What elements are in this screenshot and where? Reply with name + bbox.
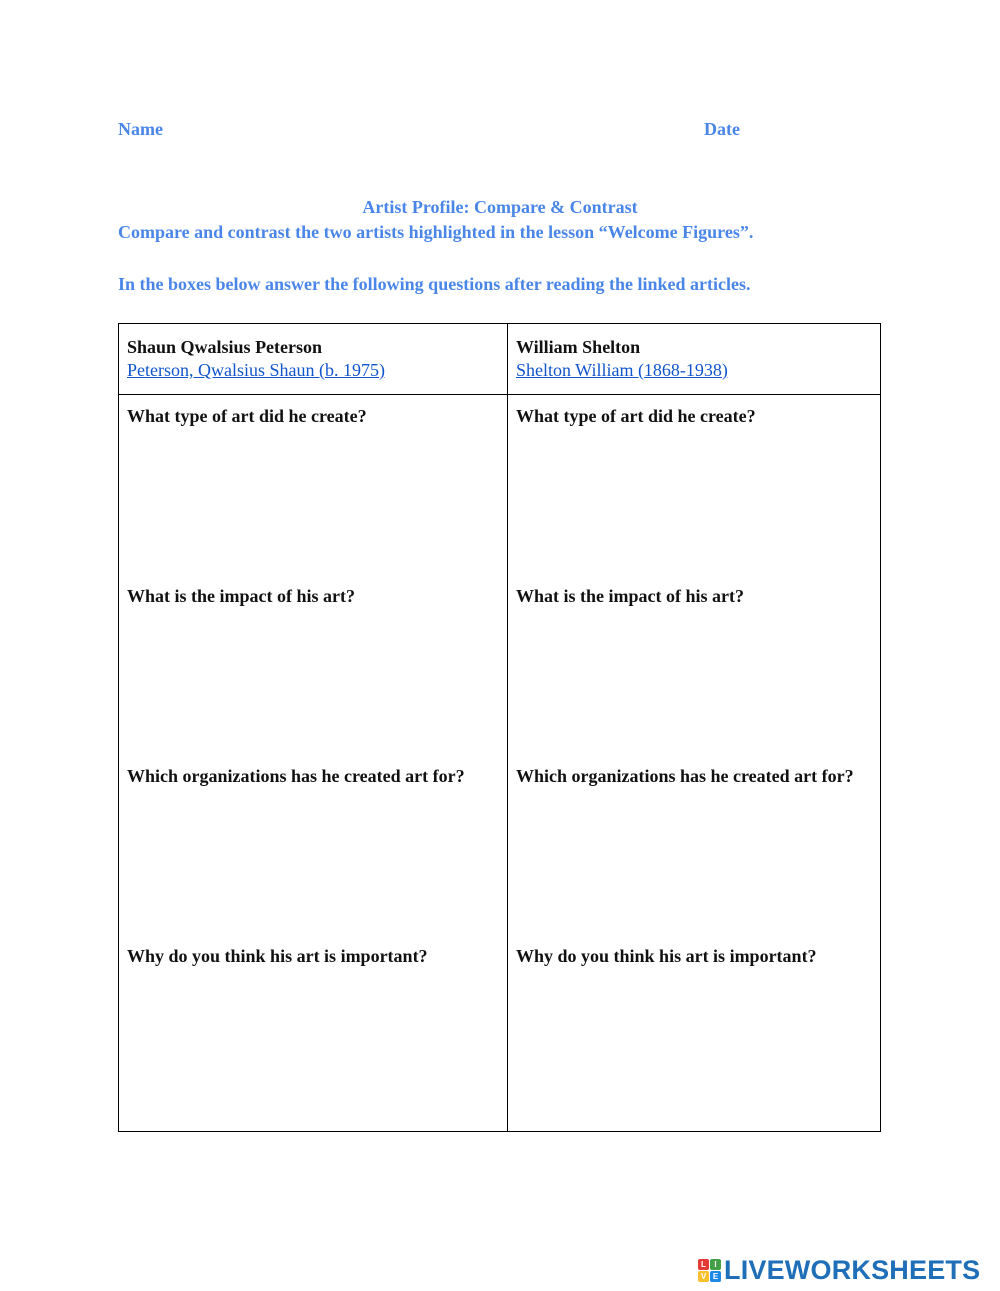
artist-link-right[interactable]: Shelton William (1868-1938) (516, 360, 728, 380)
artist-name-right: William Shelton (516, 337, 641, 357)
question-organizations-right: Which organizations has he created art for? (516, 766, 854, 786)
date-label: Date (704, 119, 740, 139)
question-importance-left: Why do you think his art is important? (127, 946, 428, 966)
table-body-row (119, 395, 881, 1132)
logo-text: LIVEWORKSHEETS (724, 1254, 981, 1285)
question-art-type-right: What type of art did he create? (516, 406, 756, 426)
instructions-text: In the boxes below answer the following questions after reading the linked articles. (118, 274, 751, 294)
name-label: Name (118, 119, 163, 139)
answer-box-left[interactable] (119, 395, 508, 1132)
page-subtitle: Compare and contrast the two artists highlighted in the lesson “Welcome Figures”. (118, 222, 754, 242)
question-impact-right: What is the impact of his art? (516, 586, 744, 606)
question-organizations-left: Which organizations has he created art for? (127, 766, 465, 786)
artist-link-left[interactable]: Peterson, Qwalsius Shaun (b. 1975) (127, 360, 385, 380)
question-importance-right: Why do you think his art is important? (516, 946, 817, 966)
page-title: Artist Profile: Compare & Contrast (362, 197, 638, 217)
logo-blocks-icon (698, 1259, 721, 1282)
answer-box-right[interactable] (508, 395, 881, 1132)
compare-table (118, 323, 881, 1132)
question-impact-left: What is the impact of his art? (127, 586, 355, 606)
question-art-type-left: What type of art did he create? (127, 406, 367, 426)
artist-header-left (119, 324, 508, 395)
artist-name-left: Shaun Qwalsius Peterson (127, 337, 323, 357)
logo-block-i: I (710, 1259, 721, 1270)
logo-block-v: V (698, 1271, 709, 1282)
logo-block-e: E (710, 1271, 721, 1282)
logo-block-l: L (698, 1259, 709, 1270)
artist-header-right (508, 324, 881, 395)
table-header-row (119, 324, 881, 395)
liveworksheets-logo (698, 1256, 980, 1284)
